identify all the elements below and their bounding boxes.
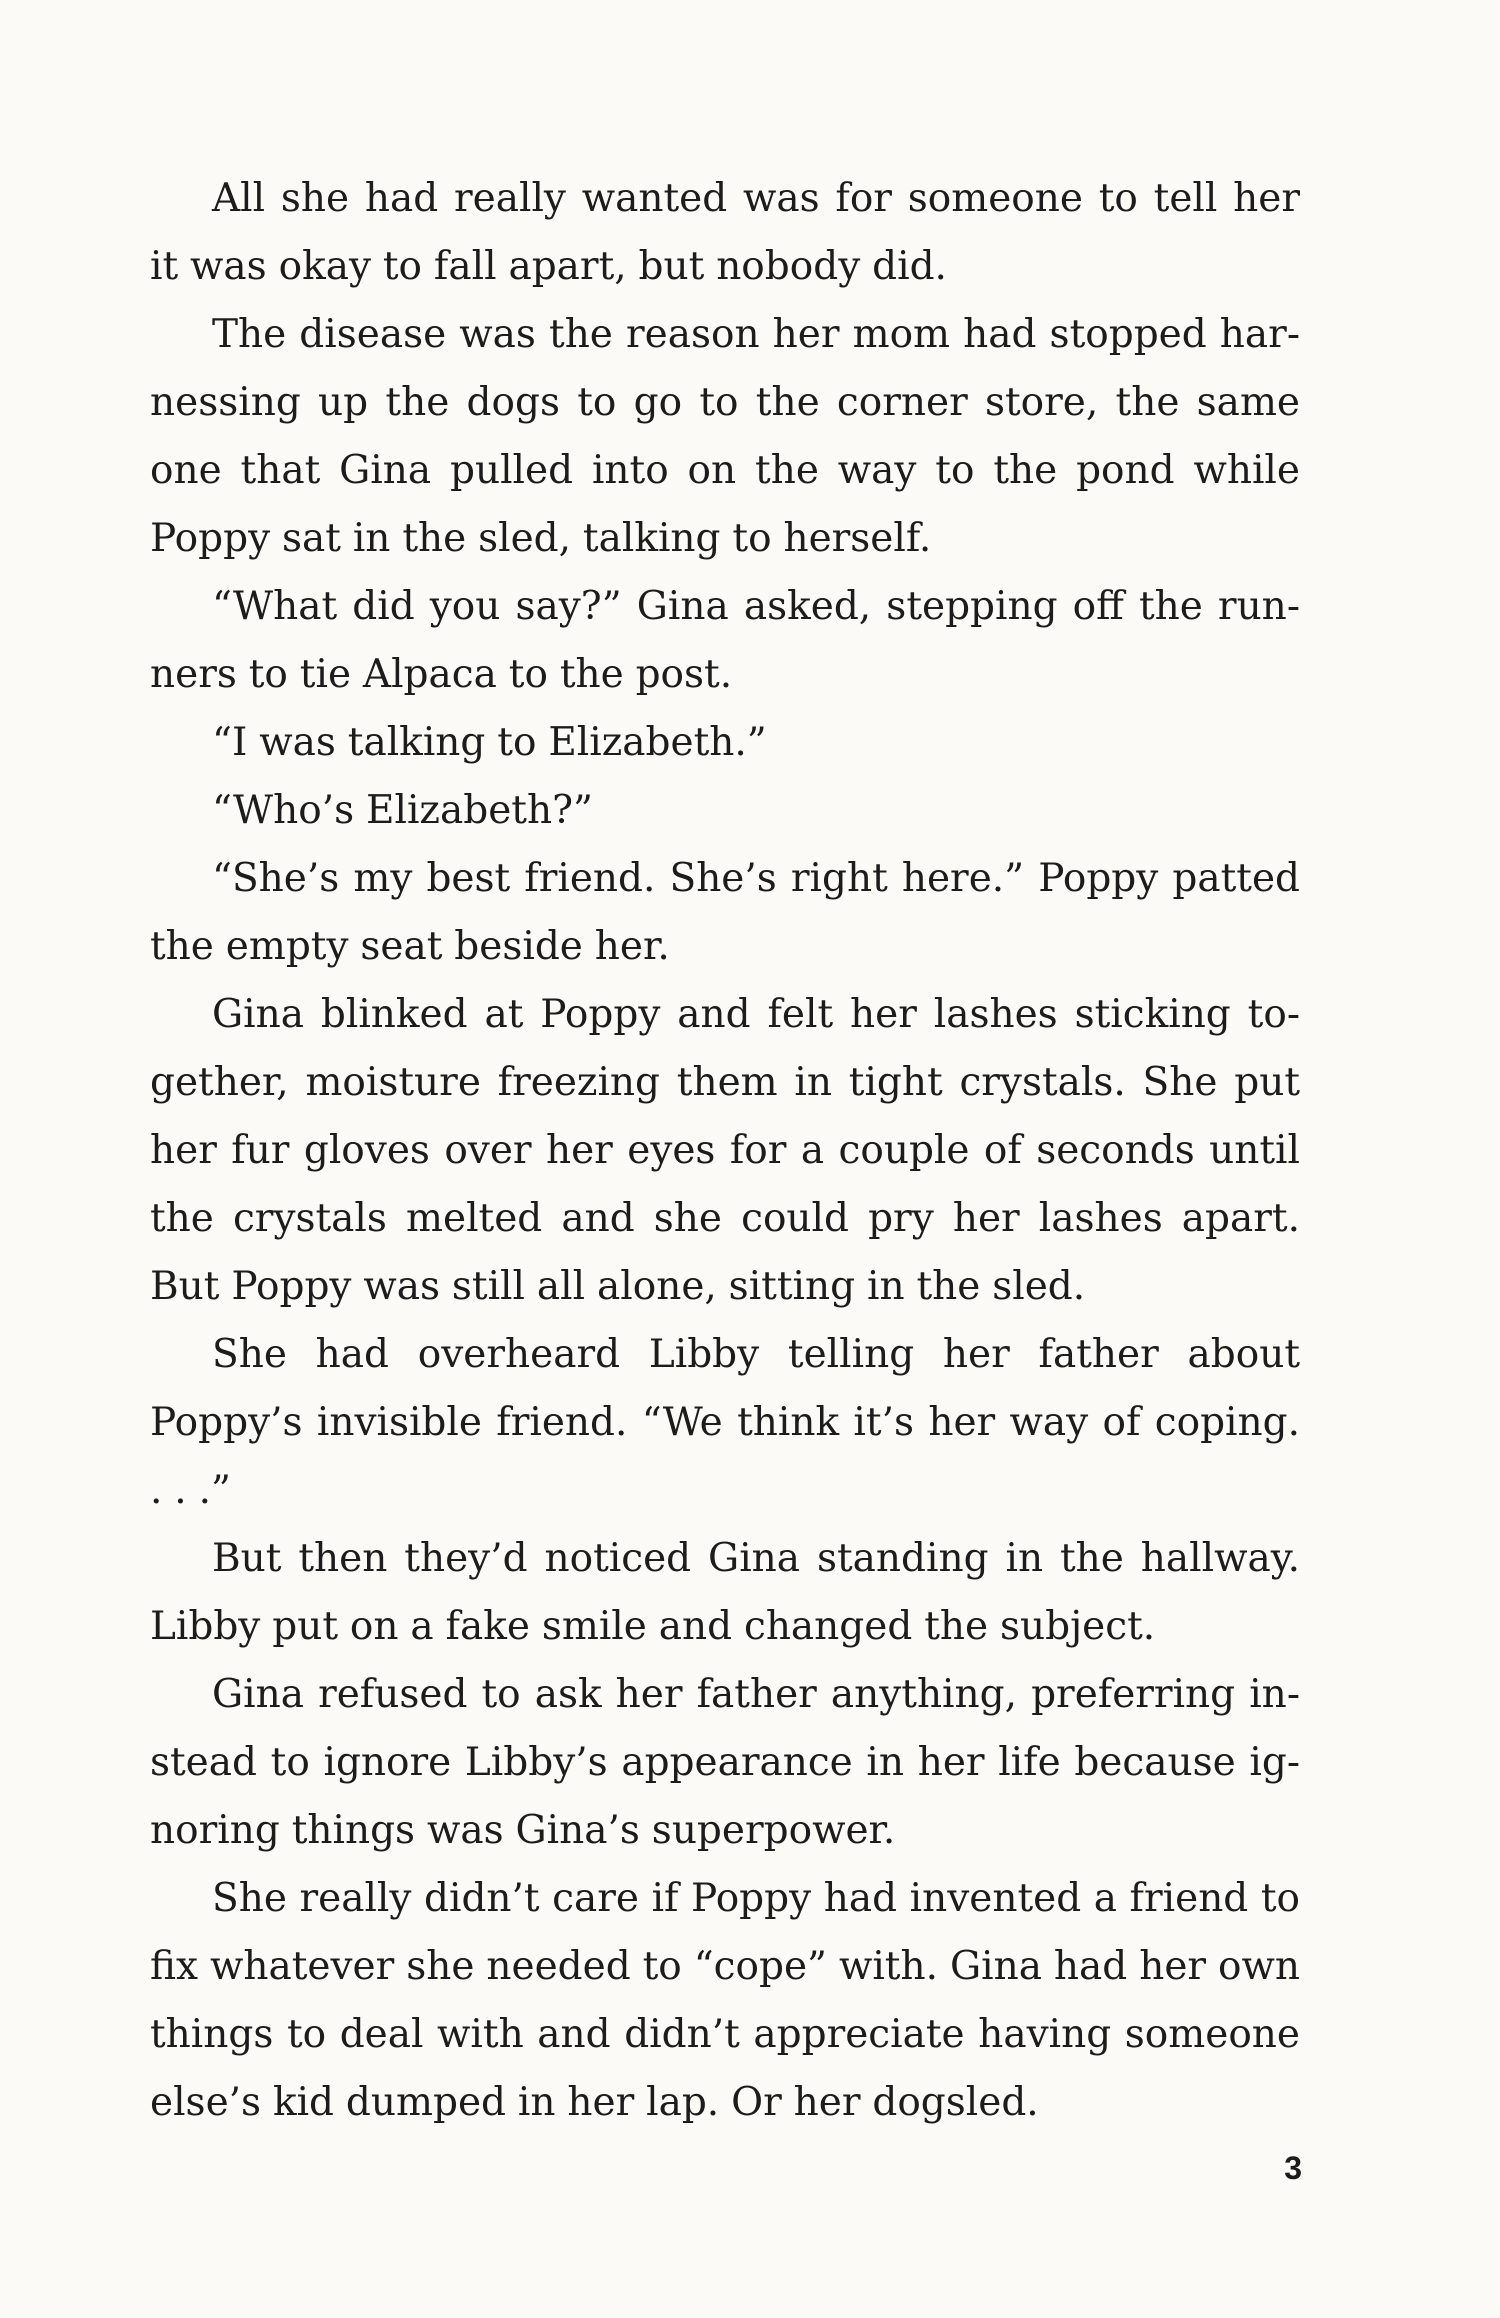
paragraph-5: “Who’s Elizabeth?” xyxy=(212,788,593,833)
paragraph-9: But then they’d noticed Gina standing in the hallway. Libby put on a fake smile and changed the subject. xyxy=(150,1536,1300,1649)
paragraph-4: “I was talking to Elizabeth.” xyxy=(212,720,767,765)
paragraph-1: All she had really wanted was for someone to tell her it was okay to fall apart, but nobody did. xyxy=(150,176,1300,289)
paragraph-3: “What did you say?” Gina asked, stepping off the runners to tie Alpaca to the post. xyxy=(150,584,1300,697)
paragraph-2: The disease was the reason her mom had stopped harnessing up the dogs to go to the corner store, the same one that Gina pulled into on the way to the pond while Poppy sat in the sled, talking to herself. xyxy=(150,312,1300,561)
paragraph-11: She really didn’t care if Poppy had invented a friend to fix whatever she needed to “cope” with. Gina had her own things to deal with and didn’t appreciate having someone else’s kid dumped in her lap. Or her dogsled. xyxy=(150,1876,1300,2125)
paragraph-7: Gina blinked at Poppy and felt her lashes sticking together, moisture freezing them in tight crystals. She put her fur gloves over her eyes for a couple of seconds until the crystals melted and she could pry her lashes apart. But Poppy was still all alone, sitting in the sled. xyxy=(150,992,1300,1309)
paragraph-8: She had overheard Libby telling her father about Poppy’s invisible friend. “We think it’s her way of coping. . . .” xyxy=(150,1332,1300,1513)
paragraph-10: Gina refused to ask her father anything, preferring instead to ignore Libby’s appearance in her life because ignoring things was Gina’s superpower. xyxy=(150,1672,1300,1853)
paragraph-6: “She’s my best friend. She’s right here.” Poppy patted the empty seat beside her. xyxy=(150,856,1300,969)
page-number: 3 xyxy=(1284,2150,1302,2186)
body-text xyxy=(150,165,1300,2137)
